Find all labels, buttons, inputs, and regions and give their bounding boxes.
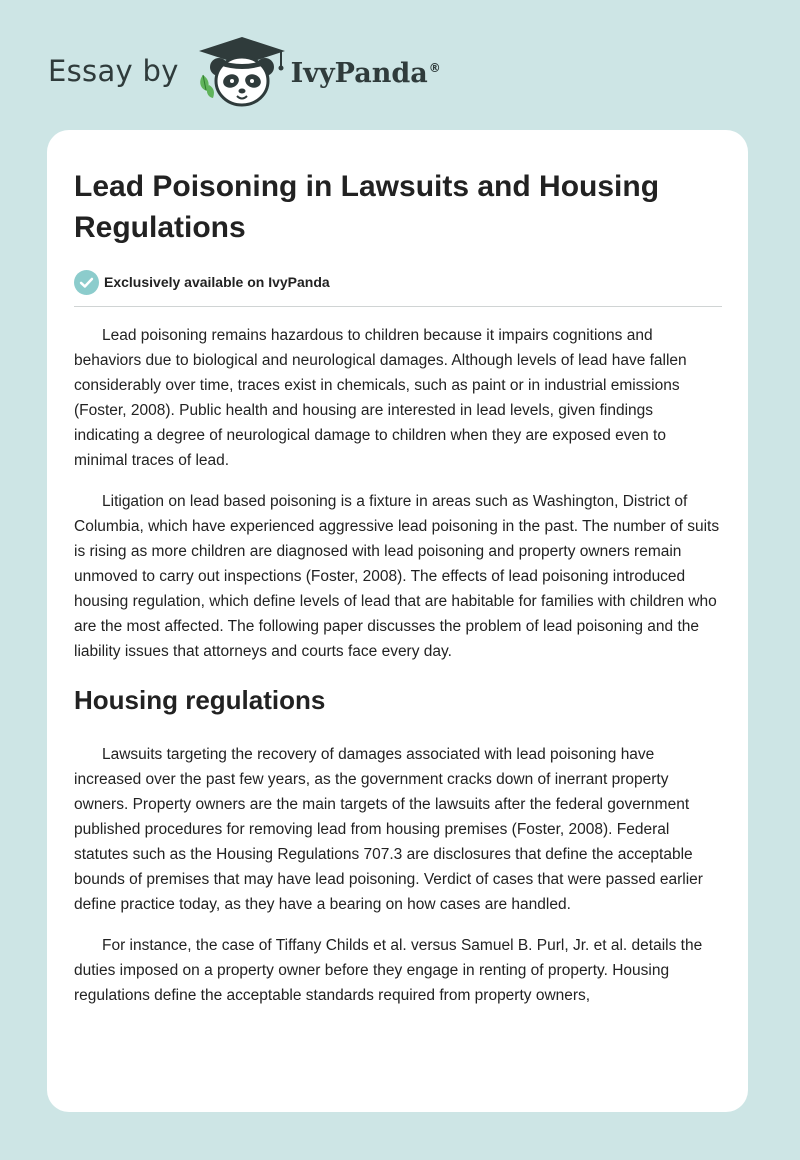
panda-graduate-logo-icon[interactable] [195,35,289,109]
brand-name-text: IvyPanda [290,57,428,89]
page-title: Lead Poisoning in Lawsuits and Housing Regulations [74,170,660,244]
divider [74,306,722,307]
badge-text: Exclusively available on IvyPanda [104,274,330,290]
essay-card [47,130,748,1112]
paragraph-2: Litigation on lead based poisoning is a fixture in areas such as Washington, District of Columbia, which have experienced aggressive lead poisoning in the past. The number of suits is rising as more children are diagnosed with lead poisoning and property owners remain unmoved to carry out inspections (Foster, 2008). The effects of lead poisoning introduced housing regulation, which define levels of lead that are habitable for families with children who are the most affected. The following paper discusses the problem of lead poisoning and the liability issues that attorneys and courts face every day. [74,493,720,660]
essay-content [47,130,748,1008]
brand-header [48,36,441,108]
paragraph-1: Lead poisoning remains hazardous to children because it impairs cognitions and behaviors due to biological and neurological damages. Although levels of lead have fallen considerably over time, traces exist in chemicals, such as paint or in industrial emissions (Foster, 2008). Public health and housing are interested in lead levels, given findings indicating a degree of neurological damage to children when they are exposed even to minimal traces of lead. [74,327,687,469]
brand-prefix: Essay by [48,54,179,88]
paragraph-3: Lawsuits targeting the recovery of damages associated with lead poisoning have increased over the past few years, as the government cracks down of inerrant property owners. Property owners are the main targets of the lawsuits after the federal government published procedures for removing lead from housing premises (Foster, 2008). Federal statutes such as the Housing Regulations 707.3 are disclosures that define the acceptable bounds of premises that may have lead poisoning. Verdict of cases that were passed earlier define practice today, as they have a bearing on how cases are handled. [74,746,703,913]
section-heading: Housing regulations [74,685,326,715]
exclusive-badge [74,268,722,296]
brand-name[interactable] [291,58,441,89]
check-circle-icon [74,270,99,295]
paragraph-4: For instance, the case of Tiffany Childs et al. versus Samuel B. Purl, Jr. et al. details the duties imposed on a property owner before they engage in renting of property. Housing regulations define the acceptable standards required from property owners, [74,937,703,1004]
registered-mark: ® [428,60,441,75]
